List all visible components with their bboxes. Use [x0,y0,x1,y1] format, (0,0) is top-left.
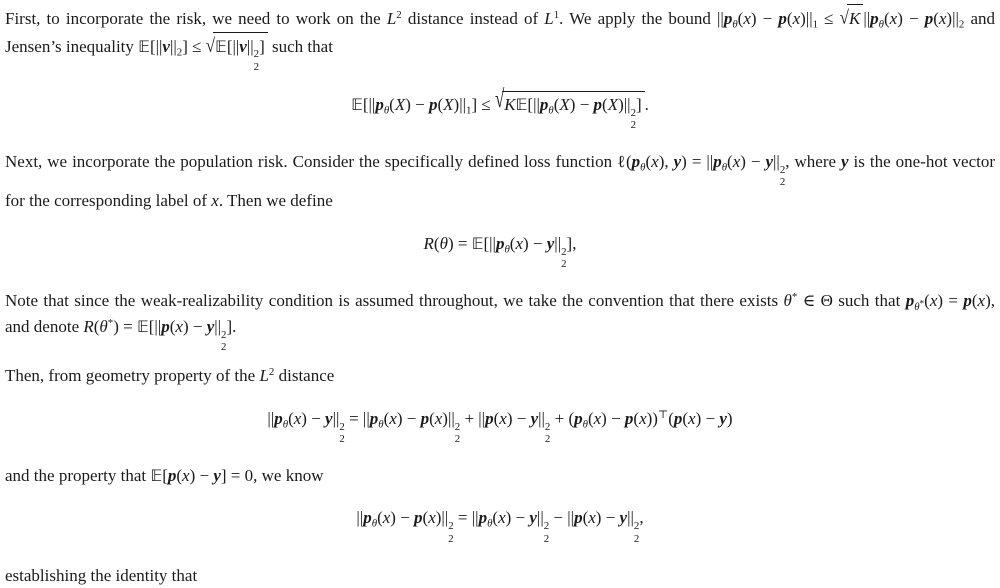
equation-l1-l2-jensen: $𝔼[||p_\theta(X) - p(X)||_1]$ ≤ $√K𝔼[||p_\theta(X) - p(X)||$ 2 2 ] . [351,84,649,131]
paragraph-l2-bound: First, to incorporate the risk, we need to work on the $L^2$ distance instead of $L^1$. We apply the bound $||p_\theta(x) - p(x)||_1 \le √K$ $||p_\theta(x) - p(x)||_2$ and Jensen’s inequality $𝔼[||v||_2]$ ≤ √𝔼[||v|| 2 2 ] such that [5,4,995,73]
paragraph-population-risk: Next, we incorporate the population risk. Consider the specifically defined loss function $\ell(p_\theta(x)$, $y) = ||p_\theta(x) - y||$ 2 2 , where y is the one-hot vector for the corresponding label of x. Then we define [5,152,996,211]
paragraph-weak-realizability: Note that since the weak-realizability condition is assumed throughout, we take the convention that there exists θ* ∈ Θ such that $p_{\theta^*}(x) = p(x)$, and denote R(θ*) = 𝔼[||p(x) − y|| 2 2 ]. [5,291,996,353]
equation-geometry-decomposition: $||p_\theta(x) - y||$ 2 2 = $||p_\theta(x) - p(x)||$ 2 2 + ||p(x) − y|| 2 2 + $(p_\theta(x) - p(x))^⊤(p(x) - y)$ [267,408,733,445]
equation-risk-definition: $R(\theta) = 𝔼[||p_\theta(x) - y||$ 2 2 ], [423,233,577,271]
equation-identity: $||p_\theta(x) - p(x)||$ 2 2 = $||p_\theta(x) - y||$ 2 2 − ||p(x) − y|| 2 2 , [356,508,644,545]
paragraph-geometry-property: Then, from geometry property of the $L^2$ distance [5,366,335,386]
paragraph-establishing-identity: establishing the identity that [5,565,198,585]
paragraph-zero-expectation: and the property that 𝔼[p(x) − y] = 0, we know [5,465,324,485]
paper-page [5,4,995,588]
